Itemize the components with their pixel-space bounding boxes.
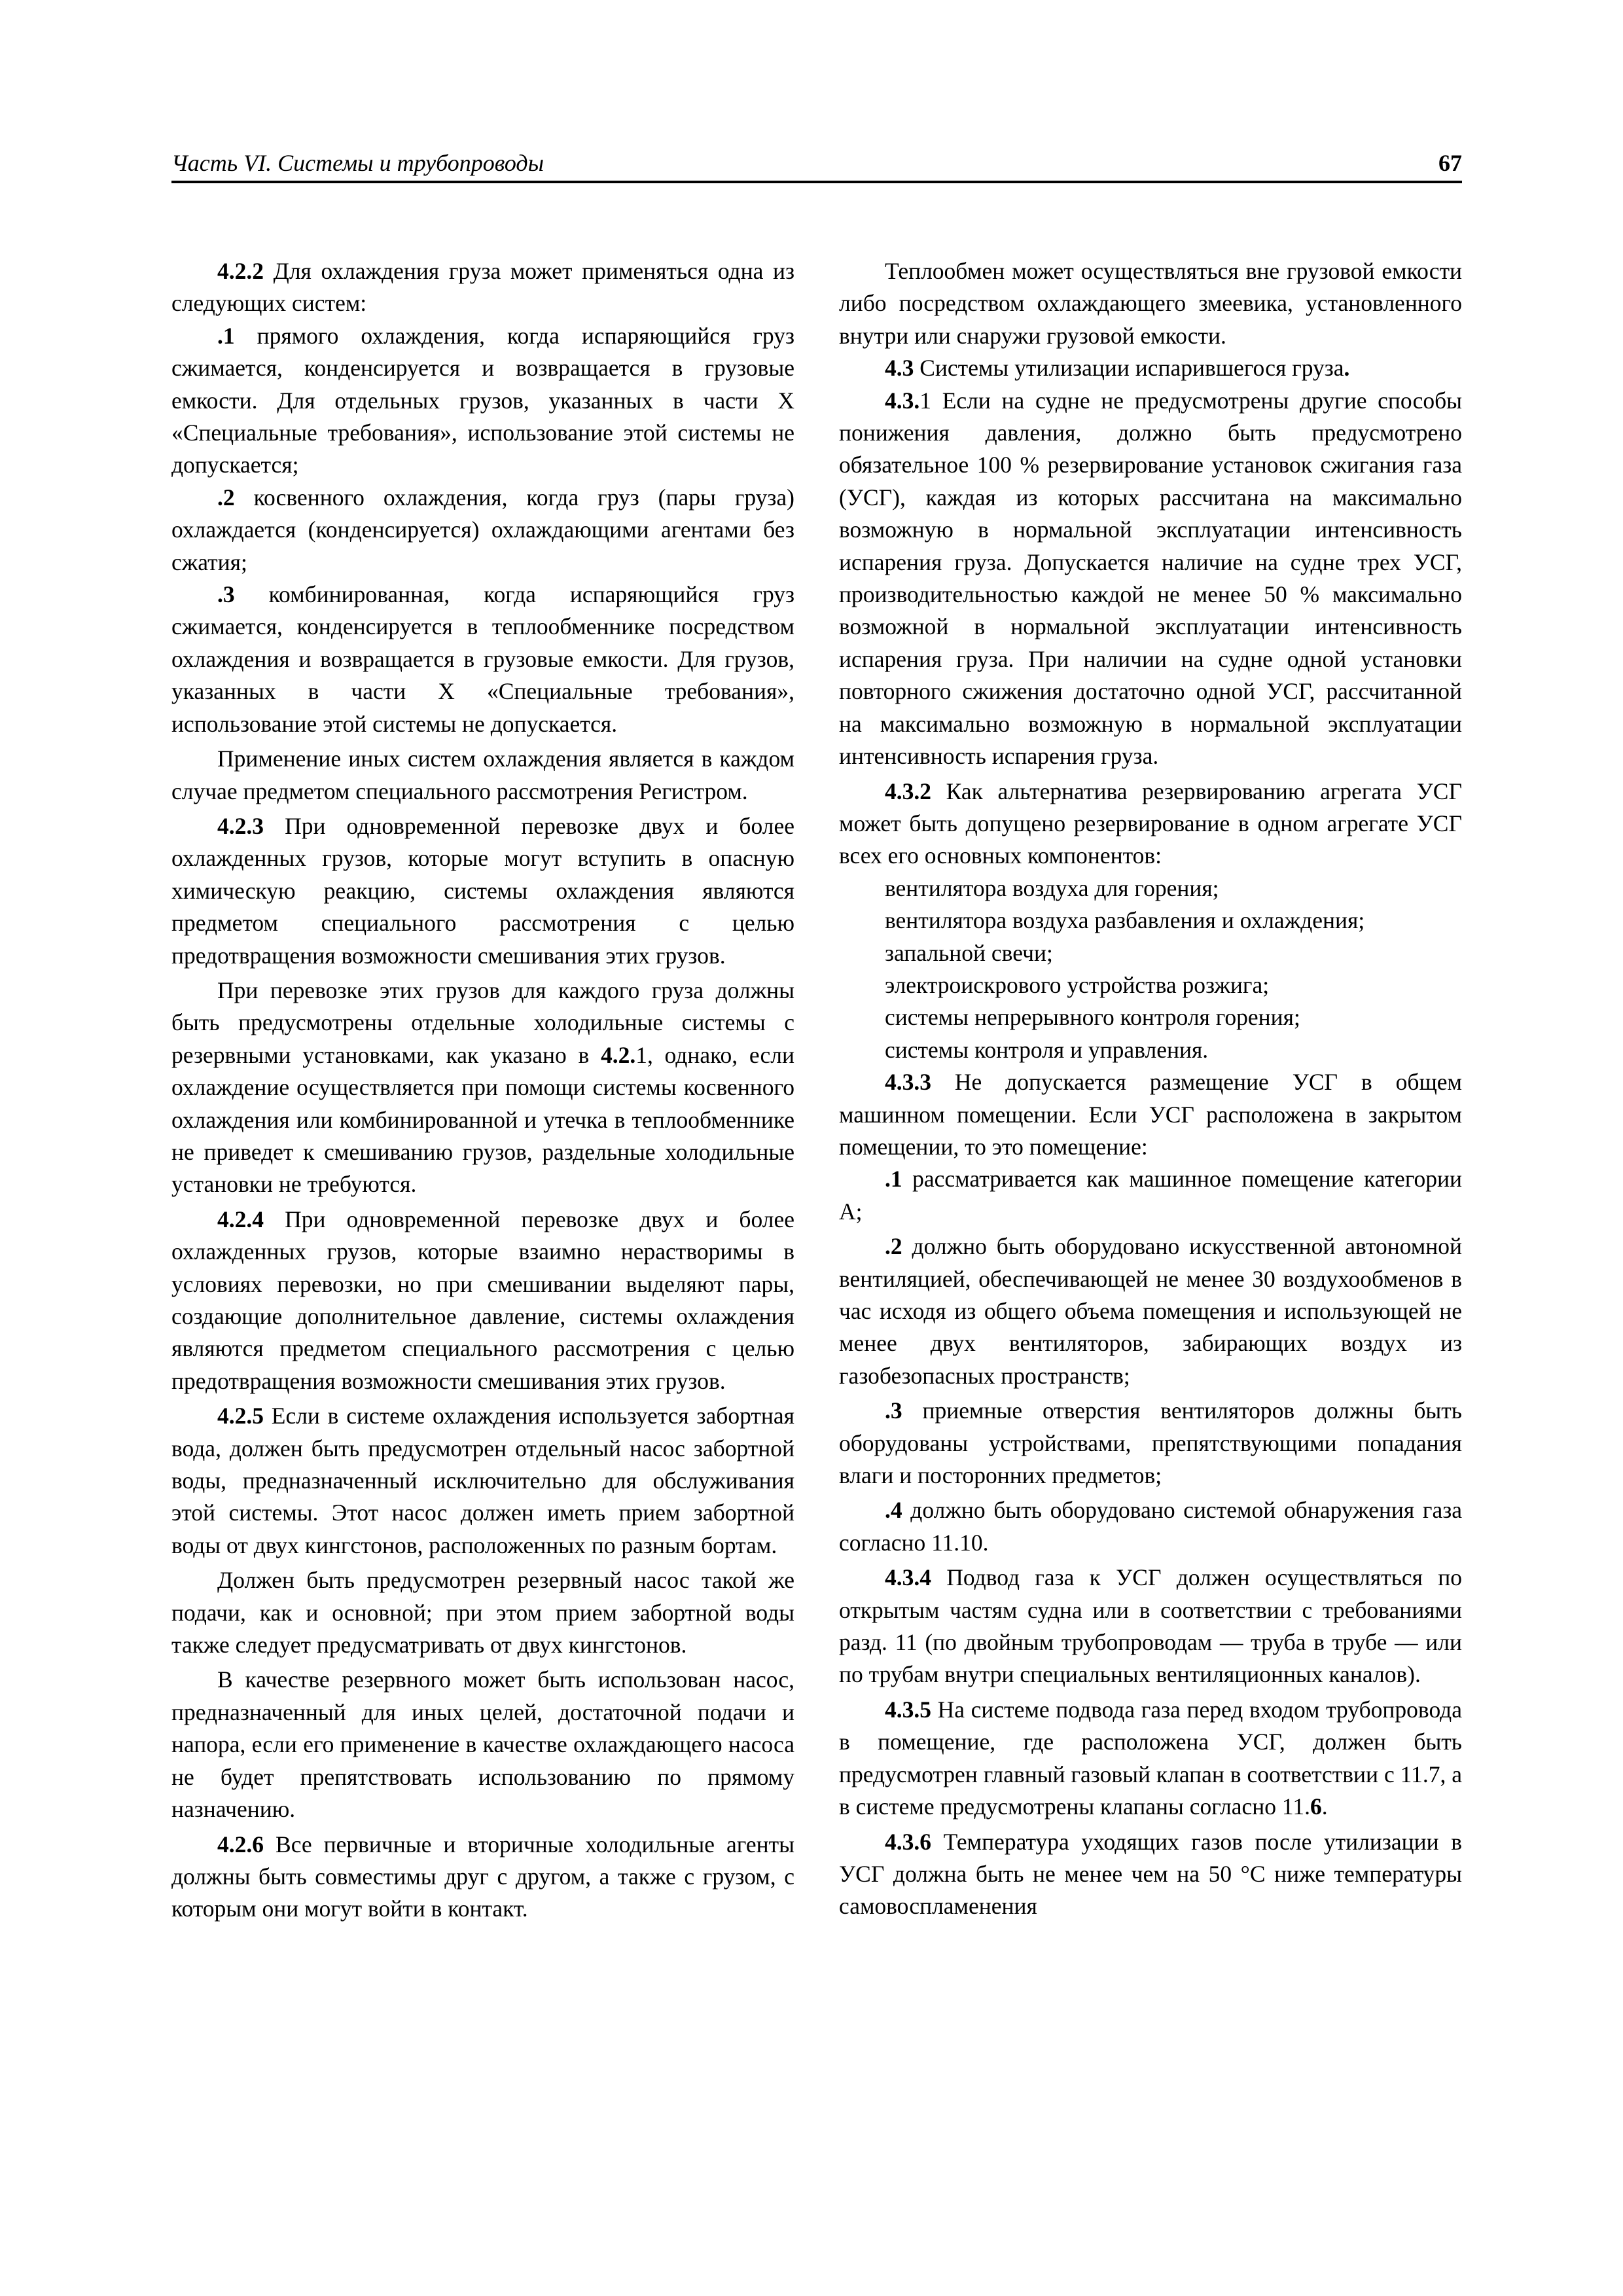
item-text: должно быть оборудовано системой обнаружения газа согласно 11.10. xyxy=(839,1497,1462,1556)
cross-reference-tail: 1 xyxy=(635,1041,647,1068)
section-heading-4-3 xyxy=(839,352,1462,384)
paragraph-other-systems: Применение иных систем охлаждения является в каждом случае предметом специального рассмотрения Регистром. xyxy=(171,745,794,804)
paragraph-4-2-2 xyxy=(171,255,794,320)
item-text: комбинированная, когда испаряющийся груз сжимается, конденсируется в теплообменнике посредством охлаждения и возвращается в грузовые емкости. Для грузов, указанных в части X «Специальные требования», использование этой системы не допускается. xyxy=(171,581,794,737)
paragraph-4-3-6 xyxy=(839,1826,1462,1923)
right-column xyxy=(839,255,1462,1926)
running-title: Часть VI. Системы и трубопроводы xyxy=(171,150,544,176)
paragraph-4-2-2-2 xyxy=(171,482,794,579)
clause-text: При одновременной перевозке двух и более охлажденных грузов, которые взаимно нерастворимы в условиях перевозки, но при смешивании выделяют пары, создающие дополнительное давление, системы охлаждения являются предметом специального рассмотрения с целью предотвращения возможности смешивания этих грузов. xyxy=(171,1206,794,1394)
section-title: Системы утилизации испарившегося груза xyxy=(914,355,1344,382)
clause-text-end: . xyxy=(1321,1793,1328,1820)
clause-number: 4.2.5 xyxy=(217,1403,264,1429)
paragraph-4-3-3-3 xyxy=(839,1395,1462,1492)
clause-text: Подвод газа к УСГ должен осуществляться по открытым частям судна или в соответствии с требованиями разд. 11 (по двойным трубопроводам — труба в трубе — или по трубам внутри специальных вентиляционных каналов). xyxy=(839,1564,1462,1688)
clause-number: 4.3.2 xyxy=(885,778,931,804)
paragraph-4-3-4 xyxy=(839,1562,1462,1691)
paragraph-4-2-3 xyxy=(171,810,794,972)
paragraph-reserve-pump: Должен быть предусмотрен резервный насос такой же подачи, как и основной; при этом прием забортной воды также следует предусматривать от двух кингстонов. xyxy=(171,1567,794,1659)
clause-number: 4.3.6 xyxy=(885,1828,931,1855)
paragraph-4-3-3-1 xyxy=(839,1163,1462,1228)
page-number: 67 xyxy=(1438,150,1462,176)
clause-number: 4.3.5 xyxy=(885,1696,931,1723)
item-text: прямого охлаждения, когда испаряющийся груз сжимается, конденсируется и возвращается в грузовые емкости. Для отдельных грузов, указанных в части X «Специальные требования», использование этой системы не допускается; xyxy=(171,322,794,478)
clause-text: Не допускается размещение УСГ в общем машинном помещении. Если УСГ расположена в закрытом помещении, то это помещение: xyxy=(839,1069,1462,1160)
clause-text: Если в системе охлаждения используется забортная вода, должен быть предусмотрен отдельный насос забортной воды, предназначенный исключительно для обслуживания этой системы. Этот насос должен иметь прием забортной воды от двух кингстонов, расположенных по разным бортам. xyxy=(171,1403,794,1558)
clause-text: Если на судне не предусмотрены другие способы понижения давления, должно быть предусмотрено обязательное 100 % резервирование установок сжигания газа (УСГ), каждая из которых рассчитана на максимально возможную в нормальной эксплуатации интенсивность испарения груза. Допускается наличие на судне трех УСГ, производительностью каждой не менее 50 % максимально возможной в нормальной эксплуатации интенсивность испарения груза. При наличии на судне одной установки повторного сжижения достаточно одной УСГ, рассчитанной на максимально возможную в нормальной эксплуатации интенсивность испарения груза. xyxy=(839,387,1462,770)
clause-text: Температура уходящих газов после утилизации в УСГ должна быть не менее чем на 50 °С ниже температуры самовоспламенения xyxy=(839,1828,1462,1920)
component-list-item: электроискрового устройства розжига; xyxy=(885,971,1270,998)
item-number: .2 xyxy=(217,484,235,511)
component-list-item: вентилятора воздуха для горения; xyxy=(885,874,1219,901)
paragraph-4-3-3-2 xyxy=(839,1230,1462,1392)
clause-text: Все первичные и вторичные холодильные агенты должны быть совместимы друг с другом, а также с грузом, с которым они могут войти в контакт. xyxy=(171,1831,794,1922)
paragraph-4-2-2-1 xyxy=(171,320,794,482)
component-list-item: вентилятора воздуха разбавления и охлаждения; xyxy=(885,907,1365,934)
clause-number: 4.3.4 xyxy=(885,1564,931,1591)
paragraph-4-2-4 xyxy=(171,1204,794,1397)
clause-text: На системе подвода газа перед входом трубопровода в помещение, где расположена УСГ, должен быть предусмотрен главный газовый клапан в соответствии с 11.7, а в системе предусмотрены клапаны согласно 11. xyxy=(839,1696,1462,1820)
item-text: косвенного охлаждения, когда груз (пары груза) охлаждается (конденсируется) охлаждающими агентами без сжатия; xyxy=(171,484,794,575)
item-text: рассматривается как машинное помещение категории A; xyxy=(839,1166,1462,1225)
item-number: .3 xyxy=(885,1397,902,1424)
paragraph-4-2-3-transport xyxy=(171,975,794,1201)
cross-reference: 4.2. xyxy=(600,1041,636,1068)
paragraph-4-3-5 xyxy=(839,1694,1462,1823)
clause-number: 4.3.3 xyxy=(885,1069,931,1096)
clause-number: 4.2.6 xyxy=(217,1831,264,1857)
clause-number-tail: 1 xyxy=(919,387,931,414)
component-list-item: системы непрерывного контроля горения; xyxy=(885,1004,1300,1031)
paragraph-reserve-pump-use: В качестве резервного может быть использован насос, предназначенный для иных целей, достаточной подачи и напора, если его применение в качестве охлаждающего насоса не будет препятствовать использованию по прямому назначению. xyxy=(171,1666,794,1823)
clause-number: 4.2.4 xyxy=(217,1206,264,1232)
item-number: .2 xyxy=(885,1233,902,1260)
paragraph-4-3-3-4 xyxy=(839,1494,1462,1559)
clause-number: 4.3. xyxy=(885,387,920,414)
item-number: .1 xyxy=(217,322,235,349)
paragraph-4-2-2-3 xyxy=(171,579,794,740)
paragraph-heat-exchange: Теплообмен может осуществляться вне грузовой емкости либо посредством охлаждающего змеевика, установленного внутри или снаружи грузовой емкости. xyxy=(839,258,1462,349)
item-number: .3 xyxy=(217,581,235,608)
cross-reference-bold: 6 xyxy=(1310,1793,1322,1820)
left-column xyxy=(171,255,794,1928)
clause-text: Как альтернатива резервированию агрегата УСГ может быть допущено резервирование в одном агрегате УСГ всех его основных компонентов: xyxy=(839,778,1462,869)
section-number: 4.3 xyxy=(885,355,914,382)
clause-text: Для охлаждения груза может применяться одна из следующих систем: xyxy=(171,258,794,317)
paragraph-4-3-1 xyxy=(839,385,1462,773)
section-title-dot: . xyxy=(1344,355,1350,382)
paragraph-4-3-2 xyxy=(839,776,1462,872)
page-header xyxy=(171,143,1462,183)
paragraph-text: При перевозке этих грузов для каждого груза должны быть предусмотрены отдельные холодильные системы с резервными установками, как указано в xyxy=(171,977,794,1068)
item-text: приемные отверстия вентиляторов должны быть оборудованы устройствами, препятствующими попадания влаги и посторонних предметов; xyxy=(839,1397,1462,1489)
item-text: должно быть оборудовано искусственной автономной вентиляцией, обеспечивающей не менее 30 воздухообменов в час исходя из общего объема помещения и использующей не менее двух вентиляторов, забирающих воздух из газобезопасных пространств; xyxy=(839,1233,1462,1389)
component-list-item: запальной свечи; xyxy=(885,939,1053,966)
clause-text: При одновременной перевозке двух и более охлажденных грузов, которые могут вступить в опасную химическую реакцию, системы охлаждения являются предметом специального рассмотрения с целью предотвращения возможности смешивания этих грузов. xyxy=(171,812,794,969)
paragraph-4-2-6 xyxy=(171,1829,794,1926)
paragraph-4-2-5 xyxy=(171,1400,794,1562)
item-number: .4 xyxy=(885,1497,902,1524)
paragraph-4-3-3 xyxy=(839,1066,1462,1163)
clause-number: 4.2.3 xyxy=(217,812,264,839)
item-number: .1 xyxy=(885,1166,902,1193)
component-list-item: системы контроля и управления. xyxy=(885,1036,1209,1063)
paragraph-text: , однако, если охлаждение осуществляется при помощи системы косвенного охлаждения или комбинированной и утечка в теплообменнике не приведет к смешиванию грузов, раздельные холодильные установки не требуются. xyxy=(171,1041,794,1198)
clause-number: 4.2.2 xyxy=(217,258,264,284)
